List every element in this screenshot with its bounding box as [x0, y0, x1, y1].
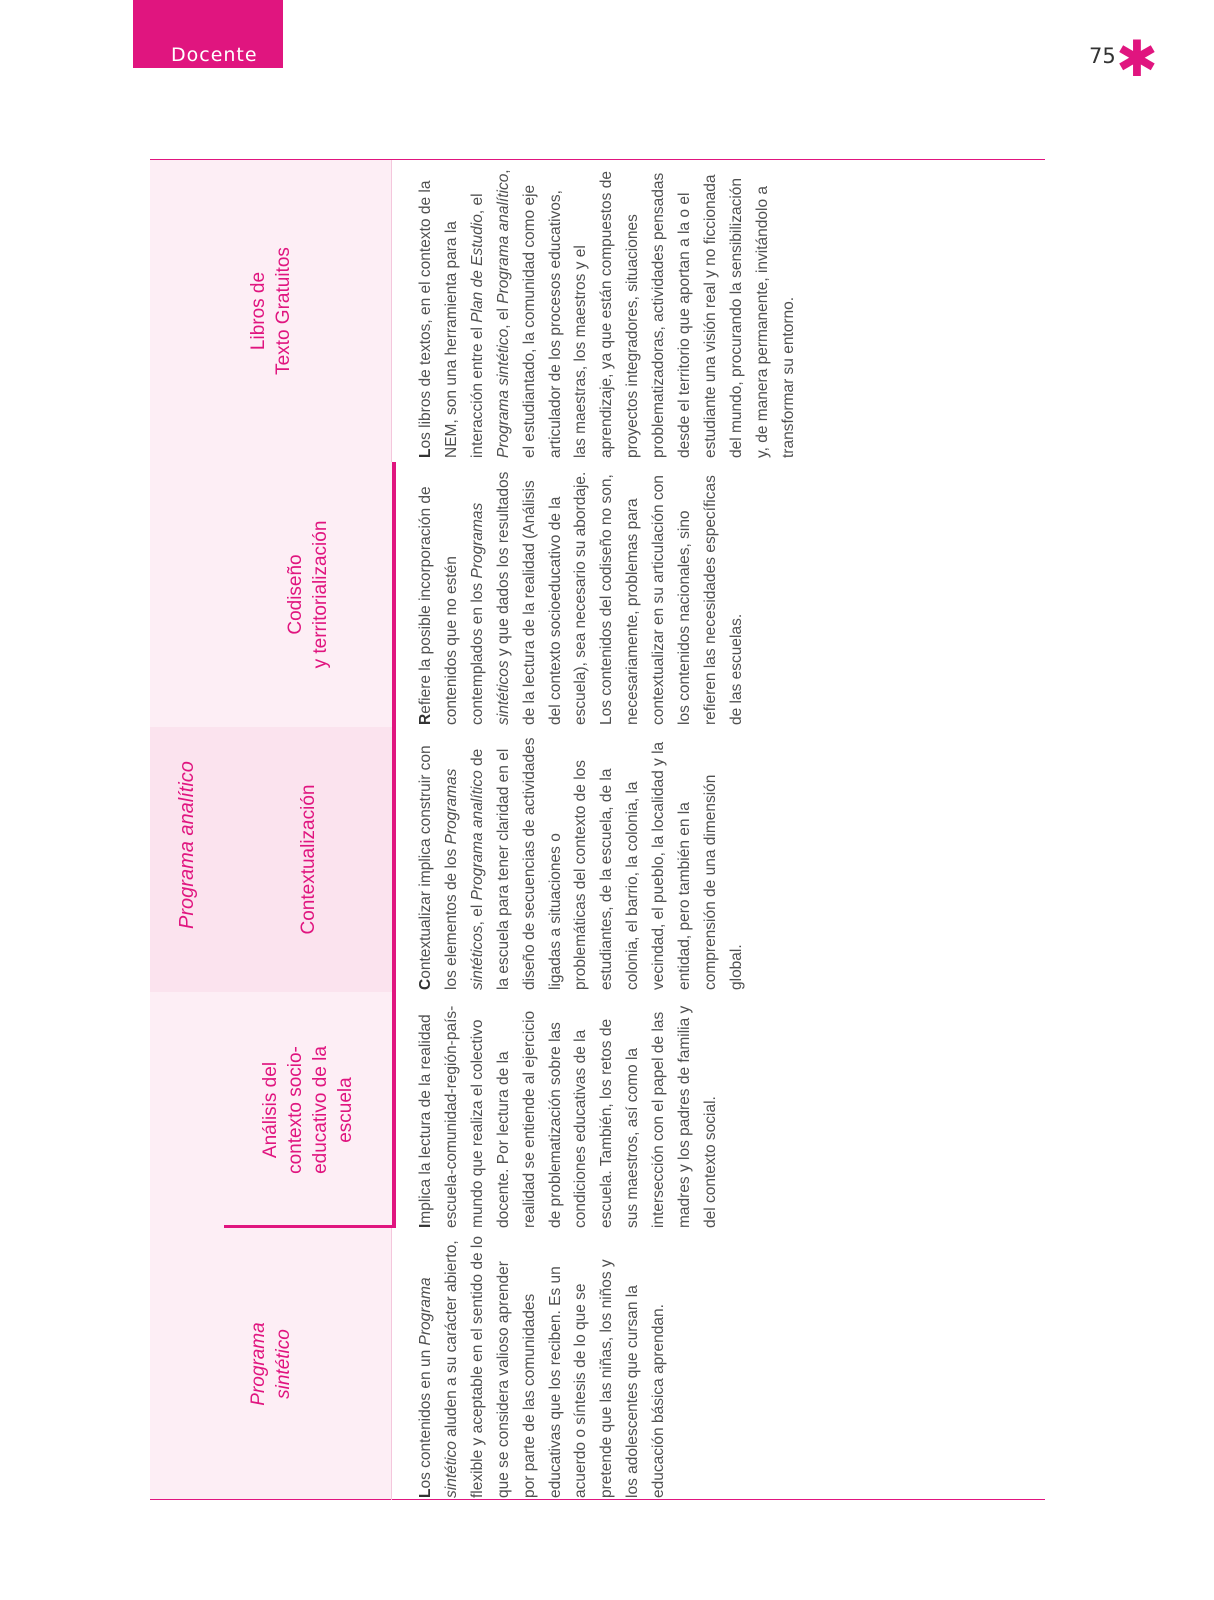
column-header-analisis: Análisis del contexto socio- educativo de la escuela	[260, 1046, 356, 1174]
group-header-programa-analitico: Programa analítico	[175, 761, 198, 929]
section-tab	[133, 0, 283, 68]
cell-sintetico-text: Los contenidos en un Programa sintético aluden a su carácter abierto, flexible y aceptable en el sentido de lo que se considera valioso aprender por parte de las comunidades educativas que los reciben. Es un acuerdo o síntesis de lo que se pretende que las niñas, los niños y los adolescentes que cursan la educación básica aprendan.	[417, 1236, 668, 1498]
cell-analisis	[413, 1000, 724, 1228]
header-divider	[392, 462, 396, 1228]
cell-contextualizacion	[413, 735, 750, 990]
cell-contextualizacion-text: Contextualizar implica construir con los elementos de los Programas sintéticos, el Programa analítico de la escuela para tener claridad en el diseño de secuencias de actividades ligadas a situaciones o problemáticas del contexto de los estudiantes, de la escuela, de la colonia, el barrio, la colonia, la vecindad, el pueblo, la localidad y la entidad, pero también en la comprensión de una dimensión global.	[417, 737, 745, 990]
cell-libros	[413, 166, 802, 458]
cell-codiseno-text: Refiere la posible incorporación de contenidos que no estén contemplados en los Programas sintéticos y que dados los resultados de la lectura de la realidad (Análisis del contexto socioeducativo de la escuela), sea necesario su abordaje. Los contenidos del codiseño no son, necesariamente, problemas para contextualizar en su articulación con los contenidos nacionales, sino refieren las necesidades específicas de las escuelas.	[417, 471, 745, 725]
cell-analisis-text: Implica la lectura de la realidad escuela-comunidad-región-país-mundo que realiza el colectivo docente. Por lectura de la realidad se entiende al ejercicio de problematización sobre las condiciones educativas de la escuela. También, los retos de sus maestros, así como la intersección con el papel de las madres y los padres de familia y del contexto social.	[417, 1005, 719, 1228]
rotated-table-content	[150, 160, 1045, 1500]
asterisk-icon: ✱	[1116, 30, 1158, 88]
column-header-sintetico: Programa sintético	[248, 1322, 294, 1406]
column-header-libros: Libros de Texto Gratuitos	[248, 247, 294, 375]
column-header-contextualizacion: Contextualización	[297, 784, 319, 935]
page-number: 75	[1089, 44, 1116, 68]
column-header-codiseno: Codiseño y territorialización	[285, 520, 331, 669]
section-label: Docente	[171, 44, 258, 66]
cell-libros-text: Los libros de textos, en el contexto de la NEM, son una herramienta para la interacción entre el Plan de Estudio, el Programa sintético, el Programa analítico, el estudiantado, la comunidad como eje articulador de los procesos educativos, las maestras, los maestros y el aprendizaje, ya que están compuestos de proyectos integradores, situaciones problematizadoras, actividades pensadas desde el territorio que aportan a la o el estudiante una visión real y no ficcionada del mundo, procurando la sensibilización y, de manera permanente, invitándolo a transformar su entorno.	[417, 169, 797, 458]
comparison-table	[150, 160, 1045, 1500]
cell-codiseno	[413, 470, 750, 725]
cell-sintetico	[413, 1236, 672, 1498]
